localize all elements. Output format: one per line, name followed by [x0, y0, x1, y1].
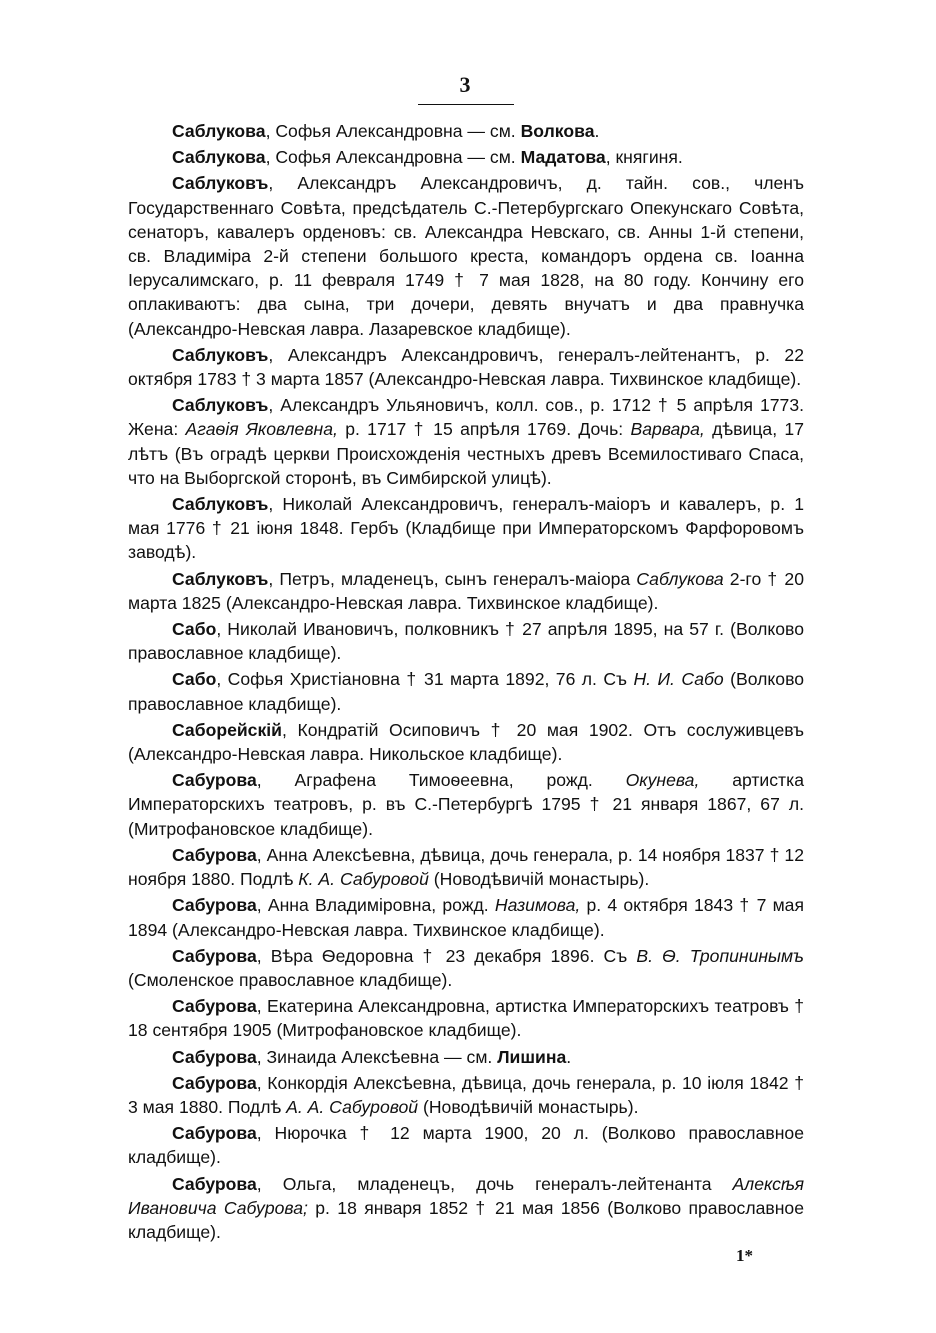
cross-reference: Лишина — [497, 1046, 567, 1067]
entry-text: , Нюрочка † 12 марта 1900, 20 л. (Волково православное кладбище). — [128, 1123, 804, 1168]
entry — [128, 567, 804, 615]
entry-text: (Новодѣвичій монастырь). — [428, 869, 650, 890]
entry-name: Саблуковъ — [172, 173, 269, 194]
entry — [128, 343, 804, 391]
entry — [128, 893, 804, 941]
entry-text: (Новодѣвичій монастырь). — [418, 1096, 639, 1117]
entry — [128, 1172, 804, 1245]
entry-text: артистка Императорскихъ театровъ, р. въ С.-Петербургѣ 1795 † 21 января 1867, 67 л. (Митрофановское кладбище). — [128, 770, 804, 839]
entry-text: , Софья Александровна — см. — [265, 121, 521, 141]
signature-mark: 1* — [736, 1246, 753, 1265]
italic-name: Назимова, — [494, 895, 581, 916]
entry-text: , Софья Александровна — см. — [265, 147, 521, 168]
cross-reference: Мадатова — [520, 147, 606, 168]
entry-text: , Аграфена Тимоѳеевна, рожд. — [256, 770, 626, 791]
entry-name: Сабурова — [172, 996, 257, 1017]
header-rule — [418, 104, 514, 105]
entry — [128, 667, 804, 715]
page-number: 3 — [459, 72, 471, 97]
entry-name: Саблуковъ — [172, 494, 269, 515]
entry-name: Сабурова — [172, 945, 257, 966]
entry-text: , княгиня. — [605, 147, 683, 168]
entry-text: р. 1717 † 15 апрѣля 1769. Дочь: — [337, 419, 631, 440]
entry — [128, 119, 804, 143]
entry — [128, 393, 804, 490]
entry-name: Саблуковъ — [172, 568, 269, 589]
entry-text: дѣвица, 17 лѣтъ (Въ оградѣ церкви Происхожденія честныхъ древъ Всемилостиваго Спаса, что на Выборгской сторонѣ, въ Симбирской улицѣ). — [128, 419, 804, 488]
entry-name: Сабо — [172, 669, 217, 690]
entry — [128, 1121, 804, 1169]
entry-text: (Волково православное кладбище). — [128, 669, 804, 714]
entry — [128, 171, 804, 340]
entry-text: , Александръ Ульяновичъ, колл. сов., р. 1712 † 5 апрѣля 1773. Жена: — [128, 395, 804, 440]
entry — [128, 768, 804, 841]
entry-text: , Александръ Александровичъ, д. тайн. сов., членъ Государственнаго Совѣта, предсѣдатель С.-Петербургскаго Опекунскаго Совѣта, сенаторъ, кавалеръ орденовъ: св. Александра Невскаго, св. Анны 1-й степени, св. Владиміра 2-й степени большого креста, командоръ ордена св. Іоанна Іерусалимскаго, р. 11 февраля 1749 † 7 мая 1828, на 80 году. Кончину его оплакиваютъ: два сына, три дочери, девять внучатъ и два правнучка (Александро-Невская лавра. Лазаревское кладбище). — [128, 173, 804, 339]
entry — [128, 718, 804, 766]
entry-name: Сабурова — [172, 1123, 257, 1144]
entry-name: Сабурова — [172, 1046, 257, 1067]
entry — [128, 145, 804, 169]
entry-text: , Конкордія Алексѣевна, дѣвица, дочь генерала, р. 10 іюля 1842 † 3 мая 1880. Подлѣ — [128, 1072, 804, 1117]
entry-text: 2-го † 20 марта 1825 (Александро-Невская лавра. Тихвинское кладбище). — [128, 568, 804, 613]
entry-text: , Вѣра Ѳедоровна † 23 декабря 1896. Съ — [256, 945, 637, 966]
entry-name: Саблукова — [172, 147, 266, 168]
entry-name: Сабо — [172, 619, 217, 640]
italic-name: Окунева, — [625, 770, 700, 791]
entry-text: , Анна Владиміровна, рожд. — [256, 895, 495, 916]
entry-text: (Смоленское православное кладбище). — [128, 969, 453, 990]
entry — [128, 1071, 804, 1119]
entry-text: р. 18 января 1852 † 21 мая 1856 (Волково православное кладбище). — [128, 1197, 804, 1242]
entry — [128, 994, 804, 1042]
entry — [128, 617, 804, 665]
italic-name: Саблукова — [636, 568, 724, 589]
entry-text: , Кондратій Осиповичъ † 20 мая 1902. Отъ сослуживцевъ (Александро-Невская лавра. Никольское кладбище). — [128, 719, 804, 765]
cross-reference: Волкова — [520, 121, 595, 141]
italic-name: В. Ѳ. Тропининымъ — [636, 945, 804, 966]
entry-name: Саблуковъ — [172, 395, 269, 416]
entry-name: Саблукова — [172, 121, 266, 141]
entry — [128, 843, 804, 891]
entry-text: , Анна Алексѣевна, дѣвица, дочь генерала, р. 14 ноября 1837 † 12 ноября 1880. Подлѣ — [128, 844, 804, 890]
entry-name: Сабурова — [172, 1173, 257, 1194]
italic-name: Н. И. Сабо — [633, 669, 724, 690]
entry — [128, 944, 804, 992]
entry-name: Саборейскій — [172, 719, 282, 740]
entry-text: , Зинаида Алексѣевна — см. — [256, 1046, 498, 1067]
entry-text: , Николай Ивановичъ, полковникъ † 27 апрѣля 1895, на 57 г. (Волково православное кладбище). — [128, 619, 804, 664]
entry — [128, 1045, 804, 1069]
entry-text: , Петръ, младенецъ, сынъ генералъ-маіора — [268, 568, 637, 589]
entry-name: Сабурова — [172, 844, 257, 865]
entry-text: , Александръ Александровичъ, генералъ-лейтенантъ, р. 22 октября 1783 † 3 марта 1857 (Александро-Невская лавра. Тихвинское кладбище). — [128, 344, 804, 390]
entry-text: , Софья Христіановна † 31 марта 1892, 76 л. Съ — [216, 669, 634, 690]
entry-text: , Николай Александровичъ, генералъ-маіоръ и кавалеръ, р. 1 мая 1776 † 21 іюня 1848. Гербъ (Кладбище при Императорскомъ Фарфоровомъ заводѣ). — [128, 494, 804, 563]
entry-text: , Ольга, младенецъ, дочь генералъ-лейтенанта — [256, 1173, 733, 1194]
italic-name: К. А. Сабуровой — [298, 869, 429, 890]
entry-name: Сабурова — [172, 1072, 257, 1093]
entry-text: . — [594, 121, 600, 141]
entry-name: Сабурова — [172, 770, 257, 791]
entry — [128, 492, 804, 565]
entry-text: р. 4 октября 1843 † 7 мая 1894 (Александро-Невская лавра. Тихвинское кладбище). — [128, 895, 804, 940]
italic-name: Агаѳія Яковлевна, — [185, 419, 338, 440]
entry-text: . — [566, 1046, 572, 1067]
italic-name: Варвара, — [630, 419, 705, 440]
entries-list — [128, 119, 804, 1246]
italic-name: Алексѣя Ивановича Сабурова; — [128, 1173, 804, 1218]
italic-name: А. А. Сабуровой — [286, 1096, 419, 1117]
entry-name: Сабурова — [172, 895, 257, 916]
entry-text: , Екатерина Александровна, артистка Императорскихъ театровъ † 18 сентября 1905 (Митрофановское кладбище). — [128, 996, 804, 1041]
entry-name: Саблуковъ — [172, 344, 269, 365]
